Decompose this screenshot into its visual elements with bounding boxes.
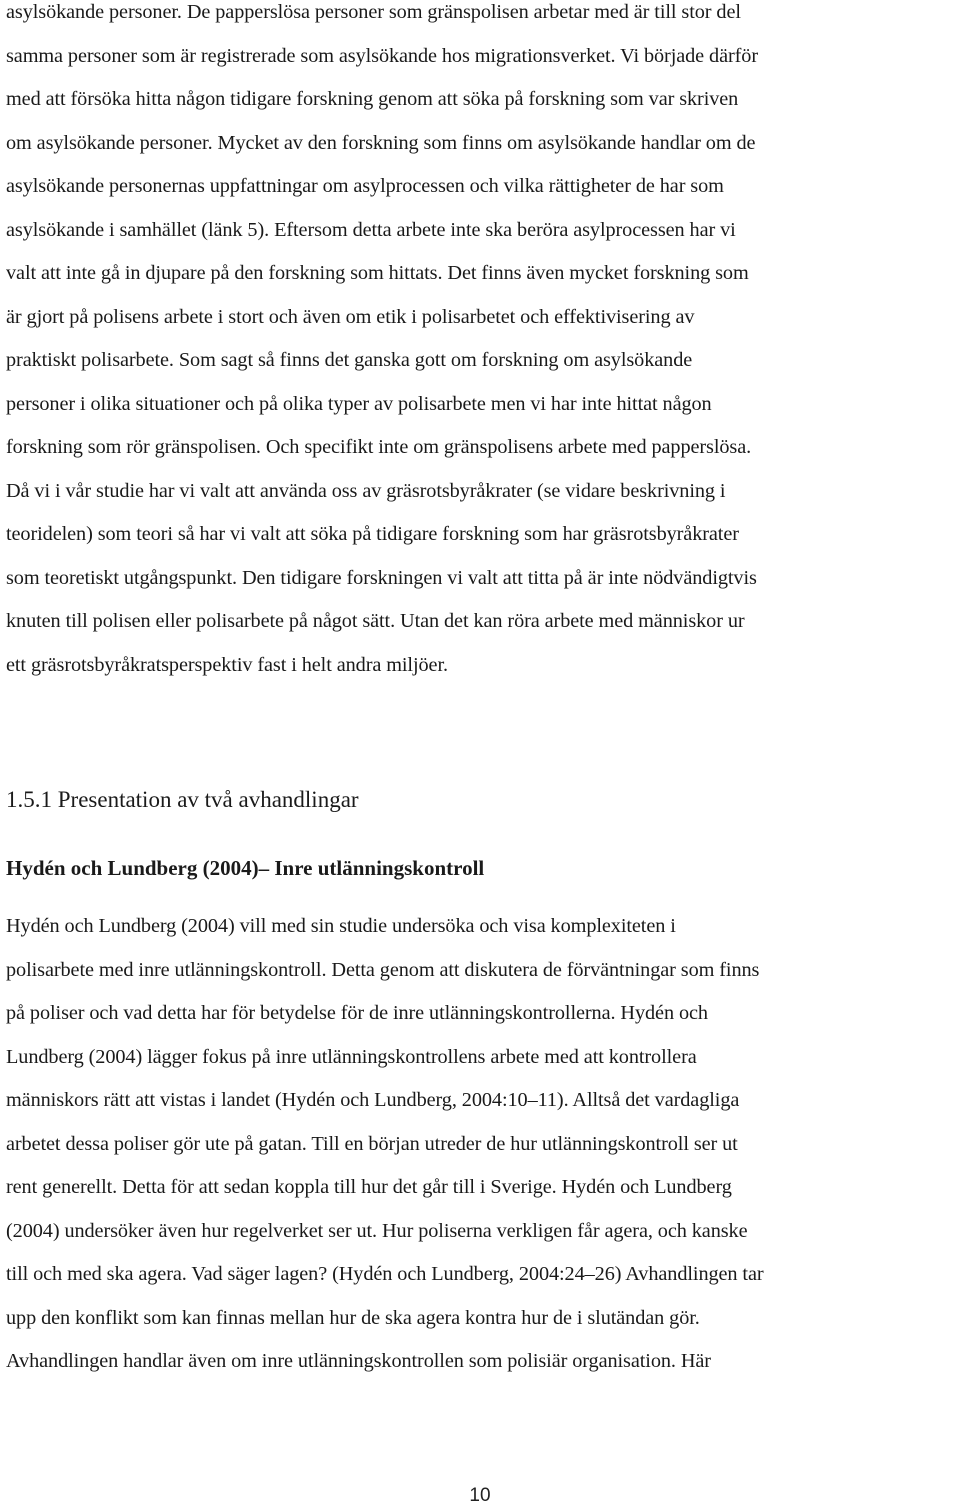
text-line: som teoretiskt utgångspunkt. Den tidigare forskningen vi valt att titta på är inte nödvändigtvis <box>6 566 757 589</box>
text-line: Då vi i vår studie har vi valt att använda oss av gräsrotsbyråkrater (se vidare beskrivning i <box>6 479 726 502</box>
text-line: till och med ska agera. Vad säger lagen? (Hydén och Lundberg, 2004:24–26) Avhandlingen tar <box>6 1263 764 1285</box>
text-line: är gjort på polisens arbete i stort och även om etik i polisarbetet och effektivisering av <box>6 305 695 328</box>
text-line: ett gräsrotsbyråkratsperspektiv fast i helt andra miljöer. <box>6 653 448 676</box>
text-line: asylsökande personernas uppfattningar om asylprocessen och vilka rättigheter de har som <box>6 175 724 197</box>
text-line: samma personer som är registrerade som asylsökande hos migrationsverket. Vi började därför <box>6 44 758 67</box>
text-line: forskning som rör gränspolisen. Och specifikt inte om gränspolisens arbete med papperslösa. <box>6 436 752 458</box>
body-paragraph-2 <box>6 905 956 1384</box>
text-line: asylsökande i samhället (länk 5). Eftersom detta arbete inte ska beröra asylprocessen har vi <box>6 218 736 241</box>
text-line: asylsökande personer. De papperslösa personer som gränspolisen arbetar med är till stor del <box>6 1 741 23</box>
sub-heading: Hydén och Lundberg (2004)– Inre utlänningskontroll <box>6 856 485 880</box>
text-line: Hydén och Lundberg (2004) vill med sin studie undersöka och visa komplexiteten i <box>6 915 676 937</box>
text-line: personer i olika situationer och på olika typer av polisarbete men vi har inte hittat någon <box>6 392 712 415</box>
text-line: knuten till polisen eller polisarbete på något sätt. Utan det kan röra arbete med människor ur <box>6 610 745 632</box>
page-number: 10 <box>469 1485 491 1506</box>
body-paragraph-1 <box>6 0 956 687</box>
text-line: (2004) undersöker även hur regelverket ser ut. Hur poliserna verkligen får agera, och kanske <box>6 1219 748 1242</box>
text-line: polisarbete med inre utlänningskontroll. Detta genom att diskutera de förväntningar som finns <box>6 958 760 981</box>
text-line: upp den konflikt som kan finnas mellan hur de ska agera kontra hur de i slutändan gör. <box>6 1306 700 1329</box>
text-line: teoridelen) som teori så har vi valt att söka på tidigare forskning som har gräsrotsbyråkrater <box>6 523 739 545</box>
text-line: med att försöka hitta någon tidigare forskning genom att söka på forskning som var skriven <box>6 88 739 110</box>
text-line: arbetet dessa poliser gör ute på gatan. Till en början utreder de hur utlänningskontroll ser ut <box>6 1132 738 1155</box>
section-heading: 1.5.1 Presentation av två avhandlingar <box>6 787 359 812</box>
text-line: praktiskt polisarbete. Som sagt så finns det ganska gott om forskning om asylsökande <box>6 349 693 371</box>
text-line: människors rätt att vistas i landet (Hydén och Lundberg, 2004:10–11). Alltså det vardagliga <box>6 1089 740 1111</box>
text-line: valt att inte gå in djupare på den forskning som hittats. Det finns även mycket forskning som <box>6 262 749 284</box>
text-line: om asylsökande personer. Mycket av den forskning som finns om asylsökande handlar om de <box>6 131 756 154</box>
text-line: på poliser och vad detta har för betydelse för de inre utlänningskontrollerna. Hydén och <box>6 1002 708 1024</box>
text-line: Avhandlingen handlar även om inre utlänningskontrollen som polisiär organisation. Här <box>6 1350 711 1372</box>
text-line: Lundberg (2004) lägger fokus på inre utlänningskontrollens arbete med att kontrollera <box>6 1045 697 1068</box>
text-line: rent generellt. Detta för att sedan koppla till hur det går till i Sverige. Hydén och Lundberg <box>6 1176 732 1198</box>
